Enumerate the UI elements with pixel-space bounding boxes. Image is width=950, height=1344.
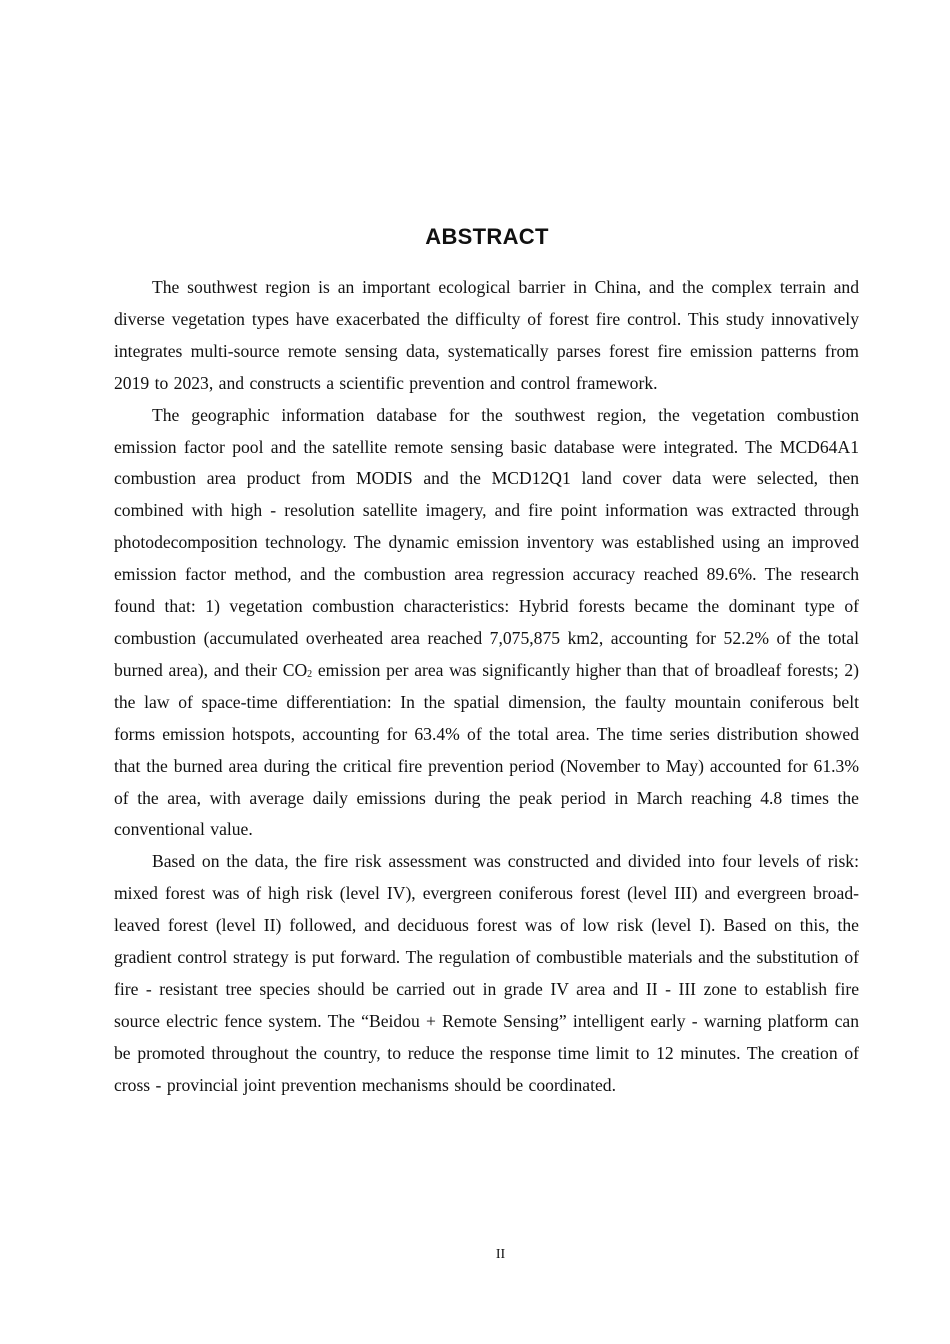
page-number: II bbox=[495, 1247, 506, 1262]
abstract-paragraph-2 bbox=[114, 400, 859, 847]
abstract-paragraph-3: Based on the data, the fire risk assessment was constructed and divided into four levels of risk: mixed forest was of high risk (level IV), evergreen coniferous forest (level III) and evergreen broad-leaved forest (level II) followed, and deciduous forest was of low risk (level I). Based on this, the gradient control strategy is put forward. The regulation of combustible materials and the substitution of fire - resistant tree species should be carried out in grade IV area and II - III zone to establish fire source electric fence system. The “Beidou + Remote Sensing” intelligent early - warning platform can be promoted throughout the country, to reduce the response time limit to 12 minutes. The creation of cross - provincial joint prevention mechanisms should be coordinated. bbox=[114, 851, 859, 1095]
abstract-paragraph-1: The southwest region is an important ecological barrier in China, and the complex terrain and diverse vegetation types have exacerbated the difficulty of forest fire control. This study innovatively integrates multi-source remote sensing data, systematically parses forest fire emission patterns from 2019 to 2023, and constructs a scientific prevention and control framework. bbox=[114, 277, 859, 393]
subscript-2: 2 bbox=[307, 668, 313, 680]
paragraph-2-text-part-2: emission per area was significantly higher than that of broadleaf forests; 2) the law of space-time differentiation: In the spatial dimension, the faulty mountain coniferous belt forms emission hotspots, accounting for 63.4% of the total area. The time series distribution showed that the burned area during the critical fire prevention period (November to May) accounted for 61.3% of the area, with average daily emissions during the peak period in March reaching 4.8 times the conventional value. bbox=[114, 659, 859, 840]
paragraph-2-text-part-1: The geographic information database for the southwest region, the vegetation combustion emission factor pool and the satellite remote sensing basic database were integrated. The MCD64A1 combustion area product from MODIS and the MCD12Q1 land cover data were selected, then combined with high - resolution satellite imagery, and fire point information was extracted through photodecomposition technology. The dynamic emission inventory was established using an improved emission factor method, and the combustion area regression accuracy reached 89.6%. The research found that: 1) vegetation combustion characteristics: Hybrid forests became the dominant type of combustion (accumulated overheated area reached 7,075,875 km2, accounting for 52.2% of the total burned area), and their CO bbox=[114, 404, 859, 680]
abstract-body bbox=[114, 272, 859, 1102]
page-title: ABSTRACT bbox=[425, 223, 549, 249]
